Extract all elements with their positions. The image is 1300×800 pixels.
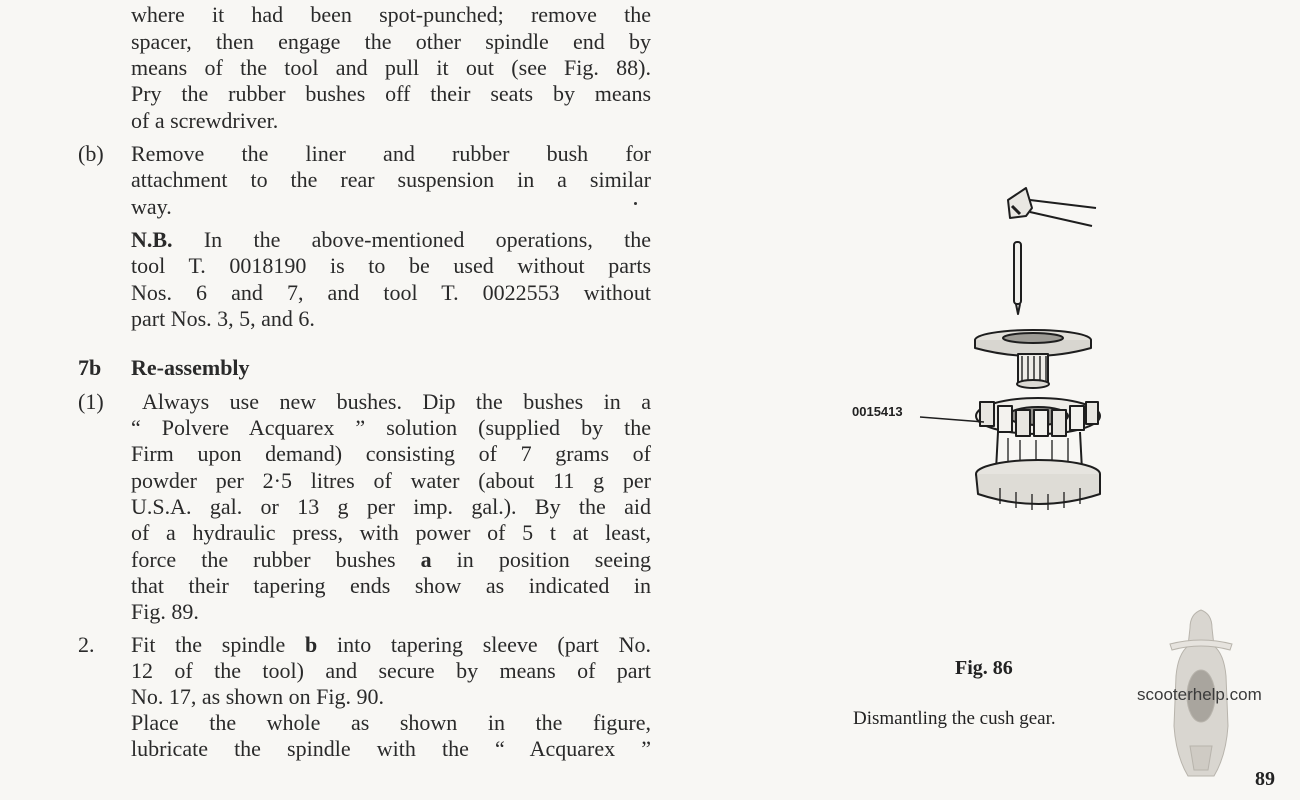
print-speck (634, 202, 637, 205)
text-line: way. (131, 194, 172, 219)
nb-label: N.B. (131, 227, 173, 252)
section-title: Re-assembly (131, 355, 250, 380)
force-text-pre: force the rubber bushes (131, 547, 396, 572)
gear-disc-icon (975, 330, 1091, 388)
part-number-label: 0015413 (852, 404, 903, 419)
text-line: No. 17, as shown on Fig. 90. (131, 684, 385, 709)
text-line: where it had been spot-punched; remove the (131, 2, 651, 27)
text-line-force (131, 547, 651, 573)
text-line: attachment to the rear suspension in a similar (131, 167, 651, 192)
nb-first-line (131, 227, 651, 253)
cush-hub-icon (976, 398, 1100, 510)
label-b: b (305, 632, 318, 657)
fit-text-pre: Fit the spindle (131, 632, 286, 657)
item-b-marker: (b) (78, 141, 104, 166)
text-line: lubricate the spindle with the “ Acquarex ” (131, 736, 651, 761)
text-line: of a screwdriver. (131, 108, 279, 133)
step-1-marker: (1) (78, 389, 104, 414)
text-line: Remove the liner and rubber bush for (131, 141, 651, 166)
figure-caption: Fig. 86 (955, 657, 1013, 679)
text-line: U.S.A. gal. or 13 g per imp. gal.). By the aid (131, 494, 651, 519)
fit-text-post: into tapering sleeve (part No. (337, 632, 652, 657)
leader-line (920, 417, 984, 422)
text-line: of a hydraulic press, with power of 5 t at least, (131, 520, 651, 545)
hammer-icon (1008, 188, 1096, 226)
text-line: that their tapering ends show as indicated in (131, 573, 651, 598)
label-a: a (420, 547, 432, 572)
text-line: part Nos. 3, 5, and 6. (131, 306, 315, 331)
cush-gear-illustration (850, 170, 1150, 550)
text-line: Pry the rubber bushes off their seats by means (131, 81, 651, 106)
text-line: Fig. 89. (131, 599, 199, 624)
text-line: Nos. 6 and 7, and tool T. 0022553 without (131, 280, 651, 305)
text-line: powder per 2·5 litres of water (about 11 g per (131, 468, 651, 493)
section-number: 7b (78, 355, 102, 380)
text-line: Firm upon demand) consisting of 7 grams of (131, 441, 651, 466)
figure-description: Dismantling the cush gear. (853, 708, 1056, 729)
page-number: 89 (1255, 768, 1275, 790)
step-2-marker: 2. (78, 632, 95, 657)
nb-first-line-text: In the above-mentioned operations, the (203, 227, 651, 252)
text-line: Place the whole as shown in the figure, (131, 710, 651, 735)
text-line: tool T. 0018190 is to be used without parts (131, 253, 651, 278)
text-line: Always use new bushes. Dip the bushes in a (142, 389, 651, 414)
text-line: spacer, then engage the other spindle end by (131, 29, 651, 54)
force-text-post: in position seeing (456, 547, 652, 572)
text-line: means of the tool and pull it out (see Fig. 88). (131, 55, 651, 80)
pin-icon (1014, 242, 1021, 314)
watermark-text: scooterhelp.com (1137, 685, 1262, 704)
text-line: 12 of the tool) and secure by means of part (131, 658, 651, 683)
text-line: “ Polvere Acquarex ” solution (supplied by the (131, 415, 651, 440)
text-line-fit (131, 632, 651, 658)
